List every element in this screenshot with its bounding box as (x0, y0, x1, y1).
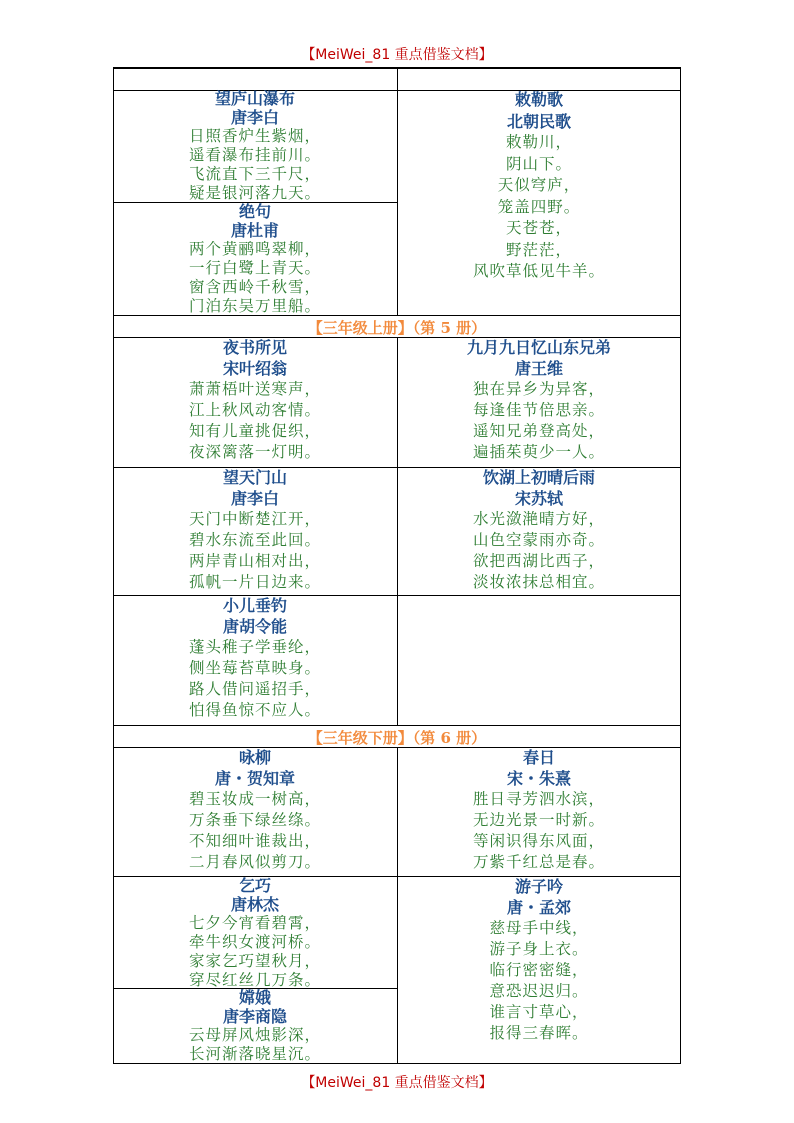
poem-line: 碧水东流至此回。 (188, 531, 321, 549)
poem-title: 望庐山瀑布 (214, 89, 295, 108)
poem-author: 唐王维 (514, 359, 563, 378)
poem-line: 临行密密缝， (489, 961, 589, 979)
poem-chilege (397, 89, 681, 283)
page-footer: 【MeiWei_81 重点借鉴文档】 (301, 1075, 493, 1091)
poem-yinhushang (397, 467, 681, 593)
section-heading-grade3-vol2: 【三年级下册】（第 6 册） (307, 729, 487, 747)
poem-line: 天似穹庐， (497, 176, 581, 194)
poem-line: 萧萧梧叶送寒声， (188, 380, 321, 398)
poem-line: 万条垂下绿丝绦。 (188, 811, 321, 829)
poem-line: 穿尽红丝几万条。 (188, 971, 321, 989)
poem-line: 山色空蒙雨亦奇。 (472, 531, 605, 549)
table-border (113, 725, 681, 726)
poem-xiaoerchuidiao (113, 595, 397, 721)
poem-line: 慈母手中线， (489, 919, 589, 937)
poem-line: 等闲识得东风面， (472, 832, 605, 850)
poem-author: 唐胡令能 (222, 617, 287, 636)
poem-author: 唐林杰 (230, 895, 279, 914)
poem-yeshusuojian (113, 337, 397, 463)
poem-line: 云母屏风烛影深， (188, 1026, 321, 1044)
poem-line: 侧坐莓苔草映身。 (188, 659, 321, 677)
poem-line: 遥知兄弟登高处， (472, 422, 605, 440)
poem-line: 欲把西湖比西子， (472, 552, 605, 570)
poem-line: 水光潋滟晴方好， (472, 510, 605, 528)
poem-author: 唐李白 (230, 108, 279, 127)
poem-title: 小儿垂钓 (222, 596, 287, 615)
poem-author: 宋苏轼 (514, 489, 563, 508)
poem-line: 谁言寸草心， (489, 1003, 589, 1021)
poem-line: 笼盖四野。 (497, 197, 581, 216)
poem-change (113, 988, 397, 1064)
poem-line: 淡妆浓抹总相宜。 (472, 573, 605, 591)
poem-line: 万紫千红总是春。 (472, 853, 605, 871)
poem-author: 唐・贺知章 (214, 769, 295, 788)
poem-line: 知有儿童挑促织， (188, 422, 321, 440)
poem-title: 望天门山 (222, 468, 287, 487)
poem-line: 遍插茱萸少一人。 (472, 443, 605, 461)
poem-line: 夜深篱落一灯明。 (188, 443, 321, 461)
poem-line: 意恐迟迟归。 (489, 982, 589, 1000)
poem-line: 两个黄鹂鸣翠柳， (188, 240, 321, 258)
poem-line: 报得三春晖。 (489, 1024, 589, 1042)
poem-line: 碧玉妆成一树高， (188, 790, 321, 808)
poem-line: 独在异乡为异客， (472, 380, 605, 398)
poem-line: 野茫茫， (505, 240, 572, 259)
poem-title: 乞巧 (238, 876, 271, 895)
poem-title: 九月九日忆山东兄弟 (466, 338, 611, 357)
poem-line: 飞流直下三千尺， (188, 165, 321, 183)
poem-line: 无边光景一时新。 (472, 811, 605, 829)
poem-line: 窗含西岭千秋雪， (188, 278, 321, 296)
poem-author: 唐李白 (230, 489, 279, 508)
poem-line: 风吹草低见牛羊。 (472, 262, 605, 280)
poem-yongliu (113, 747, 397, 873)
poem-line: 天门中断楚江开， (188, 510, 321, 528)
poem-qiqiao (113, 876, 397, 990)
poem-title: 游子吟 (514, 877, 563, 896)
poem-line: 胜日寻芳泗水滨， (472, 790, 605, 808)
poem-line: 一行白鹭上青天。 (188, 259, 321, 277)
poem-youziyin (397, 876, 681, 1044)
poem-line: 天苍苍， (505, 219, 572, 237)
page-header: 【MeiWei_81 重点借鉴文档】 (301, 47, 493, 63)
poem-jiuyuejiuri (397, 337, 681, 463)
poem-wangtianmen (113, 467, 397, 593)
poem-author: 唐杜甫 (230, 221, 279, 240)
poem-chunri (397, 747, 681, 873)
poem-line: 二月春风似剪刀。 (188, 853, 321, 871)
poem-line: 七夕今宵看碧霄， (188, 914, 321, 932)
poem-line: 两岸青山相对出， (188, 552, 321, 570)
poem-title: 咏柳 (238, 748, 271, 767)
poem-line: 长河渐落晓星沉。 (188, 1045, 321, 1063)
poem-title: 夜书所见 (222, 338, 287, 357)
poem-wanglushan (113, 89, 397, 203)
poem-line: 日照香炉生紫烟， (188, 127, 321, 145)
poem-line: 敕勒川， (505, 133, 572, 151)
poem-author: 唐・孟郊 (506, 898, 571, 917)
poem-line: 遥看瀑布挂前川。 (188, 146, 321, 164)
poem-jueju (113, 202, 397, 316)
poem-line: 疑是银河落九天。 (188, 184, 321, 202)
poem-line: 江上秋风动客情。 (188, 401, 321, 419)
poem-line: 门泊东吴万里船。 (188, 297, 321, 315)
poem-author: 唐李商隐 (222, 1007, 287, 1026)
poem-title: 饮湖上初晴后雨 (482, 468, 595, 487)
poem-line: 家家乞巧望秋月， (188, 952, 321, 970)
poem-line: 孤帆一片日边来。 (188, 573, 321, 591)
poem-line: 蓬头稚子学垂纶， (188, 638, 321, 656)
poem-line: 不知细叶谁裁出， (188, 832, 321, 850)
poem-title: 敕勒歌 (514, 90, 563, 109)
poem-line: 游子身上衣。 (489, 940, 589, 958)
poem-author: 北朝民歌 (506, 111, 571, 131)
poem-line: 牵牛织女渡河桥。 (188, 933, 321, 951)
poem-title: 嫦娥 (238, 988, 271, 1007)
poem-author: 宋叶绍翁 (222, 359, 287, 378)
poem-line: 每逢佳节倍思亲。 (472, 401, 605, 419)
poem-table (113, 67, 681, 1064)
poem-title: 春日 (522, 748, 555, 767)
section-heading-grade3-vol1: 【三年级上册】（第 5 册） (307, 319, 487, 337)
poem-line: 阴山下。 (505, 154, 572, 173)
poem-author: 宋・朱熹 (506, 769, 571, 788)
poem-title: 绝句 (238, 202, 271, 221)
poem-line: 路人借问遥招手， (188, 680, 321, 698)
poem-line: 怕得鱼惊不应人。 (188, 701, 321, 719)
